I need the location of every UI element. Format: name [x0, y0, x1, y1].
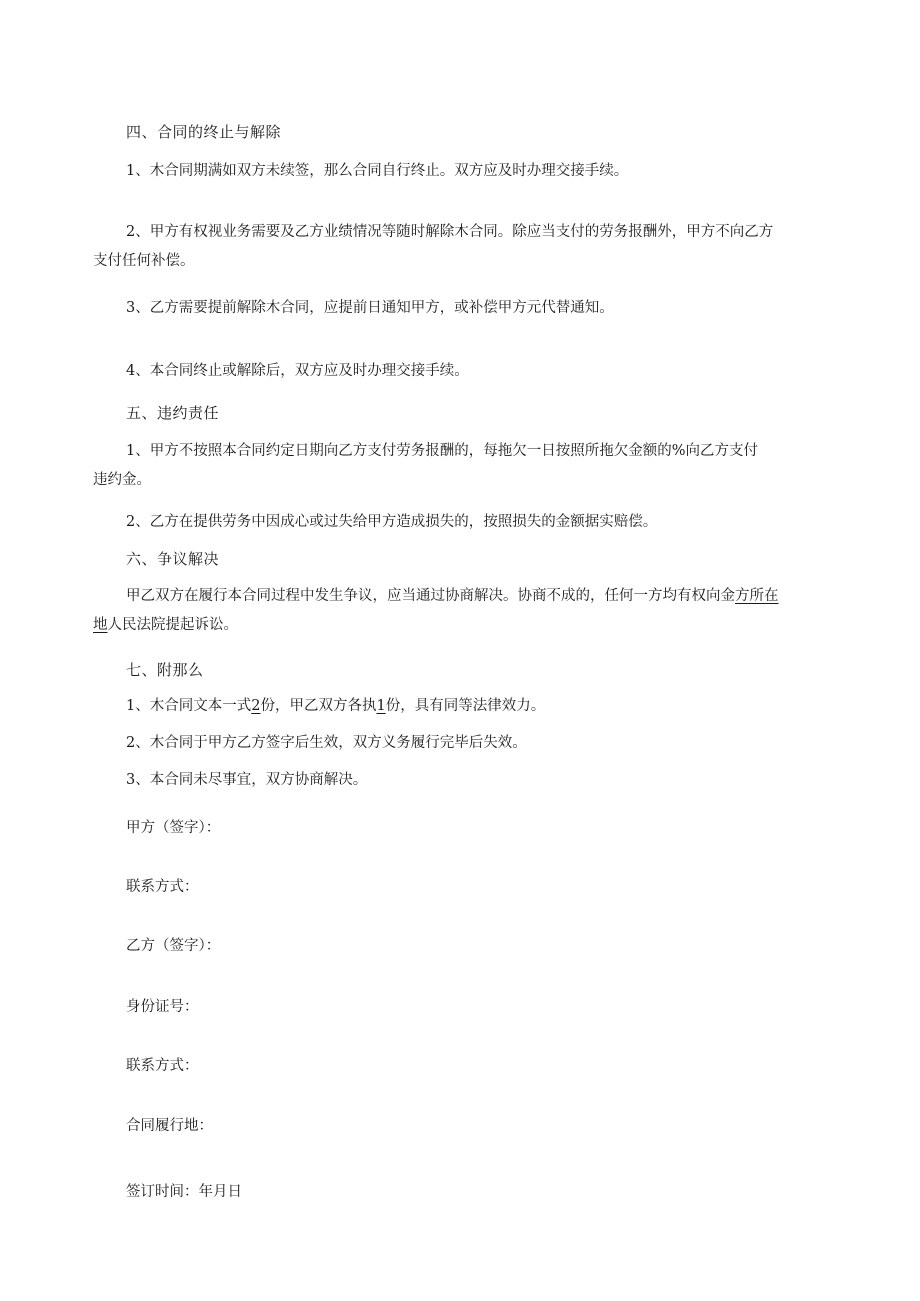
- section-4-item-3: 3、乙方需要提前解除木合同，应提前日通知甲方，或补偿甲方元代替通知。: [126, 300, 614, 316]
- section-7-item-1-b: 份，甲乙双方各执: [260, 698, 377, 714]
- signing-date-label: 签订时间：年月日: [126, 1184, 242, 1200]
- party-b-signature-label: 乙方（签字）：: [126, 938, 221, 954]
- section-7-item-1-c: 份，具有同等法律效力。: [385, 698, 546, 714]
- section-4-item-4: 4、本合同终止或解除后，双方应及时办理交接手续。: [126, 363, 469, 379]
- performance-place-label: 合同履行地：: [126, 1118, 213, 1134]
- section-4-item-1: 1、木合同期满如双方未续签，那么合同自行终止。双方应及时办理交接手续。: [126, 163, 629, 179]
- party-b-contact-label: 联系方式：: [126, 1058, 199, 1074]
- section-7-item-1-a: 1、木合同文本一式: [126, 698, 252, 714]
- section-7-item-1: [126, 696, 826, 716]
- party-a-contact-label: 联系方式：: [126, 879, 199, 895]
- section-4-item-2-line-2: 支付任何补偿。: [93, 253, 195, 269]
- copies-each: 1: [376, 698, 386, 714]
- section-6-line-2: [93, 615, 828, 635]
- section-4-heading: 四、合同的终止与解除: [126, 123, 282, 141]
- section-4-item-2-line-1: 2、甲方有权视业务需要及乙方业绩情况等随时解除木合同。除应当支付的劳务报酬外，甲方不向乙方: [126, 224, 774, 240]
- section-7-item-2: 2、木合同于甲方乙方签字后生效，双方义务履行完毕后失效。: [126, 735, 527, 751]
- section-6-underlined-2: 地: [93, 617, 108, 633]
- section-6-line-2-text: 人民法院提起诉讼。: [107, 617, 238, 633]
- section-4-item-2: [93, 222, 828, 271]
- section-6-line-1: 甲乙双方在履行本合同过程中发生争议，应当通过协商解决。协商不成的，任何一方均有权向金: [126, 588, 735, 604]
- copies-total: 2: [251, 698, 261, 714]
- section-5-item-1-line-2: 违约金。: [93, 472, 151, 488]
- section-6-heading: 六、争议解决: [126, 550, 220, 568]
- id-number-label: 身份证号：: [126, 999, 199, 1015]
- section-5-item-1-line-1: 1、甲方不按照本合同约定日期向乙方支付劳务报酬的，每拖欠一日按照所拖欠金额的%向乙方支付: [126, 443, 758, 459]
- section-7-heading: 七、附那么: [126, 661, 204, 679]
- section-5-heading: 五、违约责任: [126, 404, 220, 422]
- section-5-item-2: 2、乙方在提供劳务中因成心或过失给甲方造成损失的，按照损失的金额据实赔偿。: [126, 514, 658, 530]
- section-5-item-1: [93, 441, 828, 490]
- section-6-paragraph: [93, 586, 828, 635]
- section-6-underlined-1: 方所在: [735, 588, 779, 604]
- party-a-signature-label: 甲方（签字）：: [126, 820, 221, 836]
- section-7-item-3: 3、本合同未尽事宜，双方协商解决。: [126, 772, 368, 788]
